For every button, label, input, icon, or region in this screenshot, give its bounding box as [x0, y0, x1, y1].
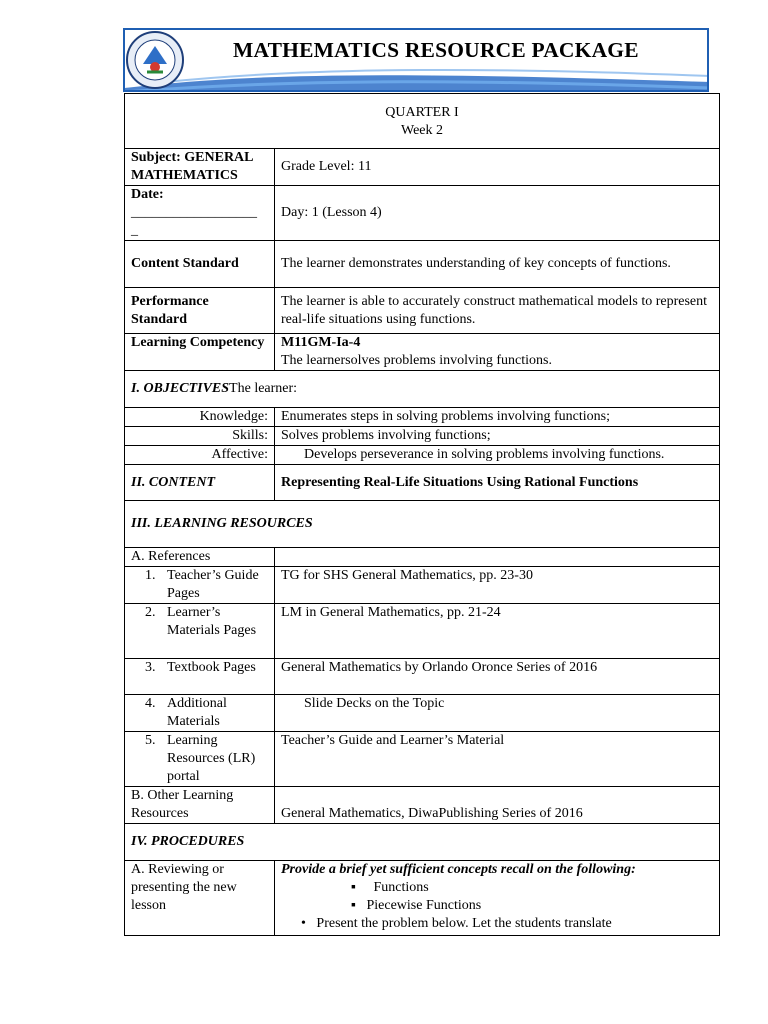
resource-label: Teacher’s Guide Pages [167, 568, 259, 601]
references-label: A. References [125, 548, 275, 567]
quarter-title: QUARTER I [385, 105, 459, 120]
list-item: ▪ Piecewise Functions [351, 898, 482, 913]
content-standard-value: The learner demonstrates understanding of key concepts of functions. [275, 241, 720, 288]
header-banner [123, 28, 709, 92]
subject-label: Subject: GENERAL MATHEMATICS [125, 149, 275, 186]
content-value: Representing Real-Life Situations Using Rational Functions [275, 465, 720, 501]
learning-competency-row [125, 334, 720, 371]
resources-heading-row [125, 501, 720, 548]
list-item: • Present the problem below. Let the students translate [301, 916, 612, 931]
performance-standard-label: Performance Standard [125, 288, 275, 334]
resource-value: Slide Decks on the Topic [275, 695, 720, 732]
performance-standard-value: The learner is able to accurately construct mathematical models to represent real-life situations using functions. [275, 288, 720, 334]
subject-row [125, 149, 720, 186]
lesson-plan-table [124, 93, 720, 936]
other-resources-row [125, 787, 720, 824]
resource-value: TG for SHS General Mathematics, pp. 23-30 [275, 567, 720, 604]
resource-label: Additional Materials [167, 696, 227, 729]
objective-label-affective: Affective: [125, 446, 275, 465]
objective-label-skills: Skills: [125, 427, 275, 446]
objective-value-affective: Develops perseverance in solving problems involving functions. [275, 446, 720, 465]
procedure-a-bullet-3: Present the problem below. Let the students translate [316, 916, 612, 931]
objective-label-knowledge: Knowledge: [125, 408, 275, 427]
learning-competency-label: Learning Competency [125, 334, 275, 371]
resource-row [125, 604, 720, 659]
other-resources-value: General Mathematics, DiwaPublishing Series of 2016 [275, 787, 720, 824]
procedures-heading: IV. PROCEDURES [125, 824, 720, 861]
resource-value: LM in General Mathematics, pp. 21-24 [275, 604, 720, 659]
competency-value: The learnersolves problems involving functions. [281, 353, 552, 368]
competency-code: M11GM-Ia-4 [281, 335, 361, 350]
resource-row [125, 695, 720, 732]
deped-seal-icon [125, 30, 185, 90]
resources-heading: III. LEARNING RESOURCES [125, 501, 720, 548]
week-label: Week 2 [400, 123, 444, 138]
procedures-heading-row [125, 824, 720, 861]
resource-label: Learner’s Materials Pages [167, 605, 257, 638]
content-heading: II. CONTENT [125, 465, 275, 501]
resource-label: Learning Resources (LR) portal [167, 733, 256, 784]
objective-value-skills: Solves problems involving functions; [275, 427, 720, 446]
objective-row [125, 408, 720, 427]
grade-level: Grade Level: 11 [275, 149, 720, 186]
date-blank-2: _ [131, 223, 138, 238]
quarter-row [125, 94, 720, 149]
objectives-heading-row [125, 371, 720, 408]
content-standard-row [125, 241, 720, 288]
objectives-intro: The learner: [229, 381, 298, 396]
other-resources-label: B. Other Learning Resources [125, 787, 275, 824]
content-standard-label: Content Standard [125, 241, 275, 288]
performance-standard-row [125, 288, 720, 334]
resource-num: 1. [145, 568, 156, 583]
references-row [125, 548, 720, 567]
objectives-heading: I. OBJECTIVES [131, 381, 230, 396]
list-item: ▪ Functions [351, 880, 429, 895]
objective-row [125, 446, 720, 465]
resource-num: 3. [145, 660, 156, 675]
page-title: MATHEMATICS RESOURCE PACKAGE [233, 38, 639, 62]
date-label: Date: [131, 187, 164, 202]
content-row [125, 465, 720, 501]
date-blank: __________________ [131, 205, 257, 220]
resource-num: 2. [145, 605, 156, 620]
procedure-a-intro: Provide a brief yet sufficient concepts recall on the following: [281, 862, 636, 877]
resource-label: Textbook Pages [167, 660, 256, 675]
resource-num: 5. [145, 733, 156, 748]
resource-value: General Mathematics by Orlando Oronce Series of 2016 [275, 659, 720, 695]
resource-row [125, 732, 720, 787]
objective-value-knowledge: Enumerates steps in solving problems involving functions; [275, 408, 720, 427]
procedure-a-bullet-1: Functions [373, 880, 429, 895]
resource-row [125, 567, 720, 604]
procedure-a-bullet-2: Piecewise Functions [366, 898, 482, 913]
procedure-row [125, 861, 720, 936]
date-row [125, 186, 720, 241]
procedure-a-label: A. Reviewing or presenting the new lesson [125, 861, 275, 936]
day-label: Day: 1 (Lesson 4) [275, 186, 720, 241]
resource-value: Teacher’s Guide and Learner’s Material [275, 732, 720, 787]
resource-num: 4. [145, 696, 156, 711]
resource-row [125, 659, 720, 695]
objective-row [125, 427, 720, 446]
